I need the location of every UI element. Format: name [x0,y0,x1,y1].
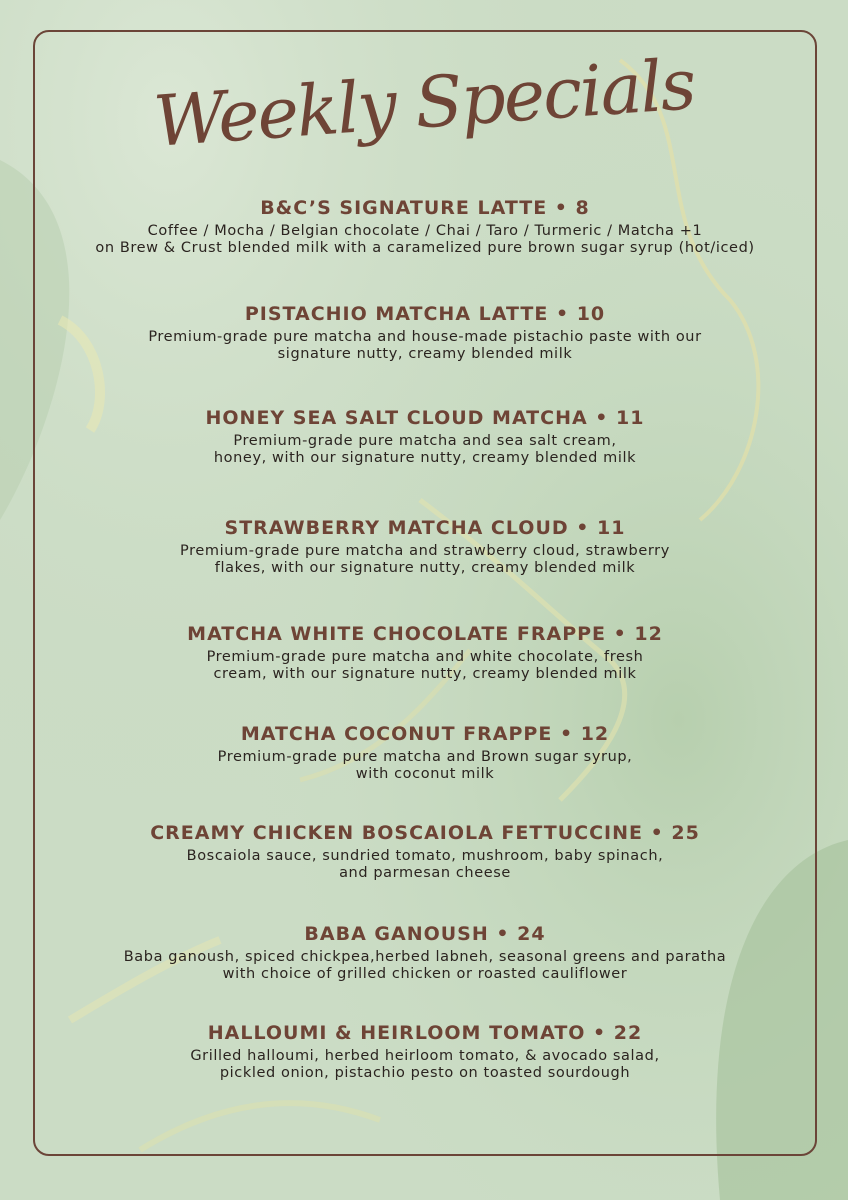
menu-item-name: MATCHA WHITE CHOCOLATE FRAPPE • 12 [187,623,663,645]
menu-item [40,723,810,782]
menu-item-description: Premium-grade pure matcha and strawberry cloud, strawberry flakes, with our signature nutty, creamy blended milk [180,543,670,576]
menu-item [40,303,810,362]
menu-item-name: HONEY SEA SALT CLOUD MATCHA • 11 [205,407,645,429]
menu-item-name: STRAWBERRY MATCHA CLOUD • 11 [224,517,626,539]
menu-item-name: PISTACHIO MATCHA LATTE • 10 [244,303,606,325]
menu-item-description: Boscaiola sauce, sundried tomato, mushroom, baby spinach, and parmesan cheese [186,848,664,881]
menu-item-description: Coffee / Mocha / Belgian chocolate / Chai / Taro / Turmeric / Matcha +1 on Brew & Crust blended milk with a caramelized pure brown sugar syrup (hot/iced) [95,223,755,256]
menu-item-description: Premium-grade pure matcha and Brown sugar syrup, with coconut milk [217,749,633,782]
menu-item-name: CREAMY CHICKEN BOSCAIOLA FETTUCCINE • 25 [150,822,700,844]
menu-item [40,623,810,682]
menu-item [40,517,810,576]
menu-item-description: Premium-grade pure matcha and house-made pistachio paste with our signature nutty, creamy blended milk [148,329,702,362]
menu-item [40,407,810,466]
menu-item-name: B&C’S SIGNATURE LATTE • 8 [260,197,590,219]
menu-item-name: MATCHA COCONUT FRAPPE • 12 [240,723,610,745]
menu-item [40,197,810,256]
menu-title: Weekly Specials [151,43,697,163]
menu-item-description: Grilled halloumi, herbed heirloom tomato, & avocado salad, pickled onion, pistachio pesto on toasted sourdough [190,1048,660,1081]
menu-item-name: BABA GANOUSH • 24 [304,923,546,945]
menu-item [40,923,810,982]
menu-item-description: Premium-grade pure matcha and white chocolate, fresh cream, with our signature nutty, creamy blended milk [206,649,644,682]
menu-item [40,1022,810,1081]
menu-item [40,822,810,881]
menu-item-description: Baba ganoush, spiced chickpea,herbed labneh, seasonal greens and paratha with choice of grilled chicken or roasted cauliflower [123,949,727,982]
menu-item-name: HALLOUMI & HEIRLOOM TOMATO • 22 [207,1022,643,1044]
menu-item-description: Premium-grade pure matcha and sea salt cream, honey, with our signature nutty, creamy blended milk [213,433,637,466]
